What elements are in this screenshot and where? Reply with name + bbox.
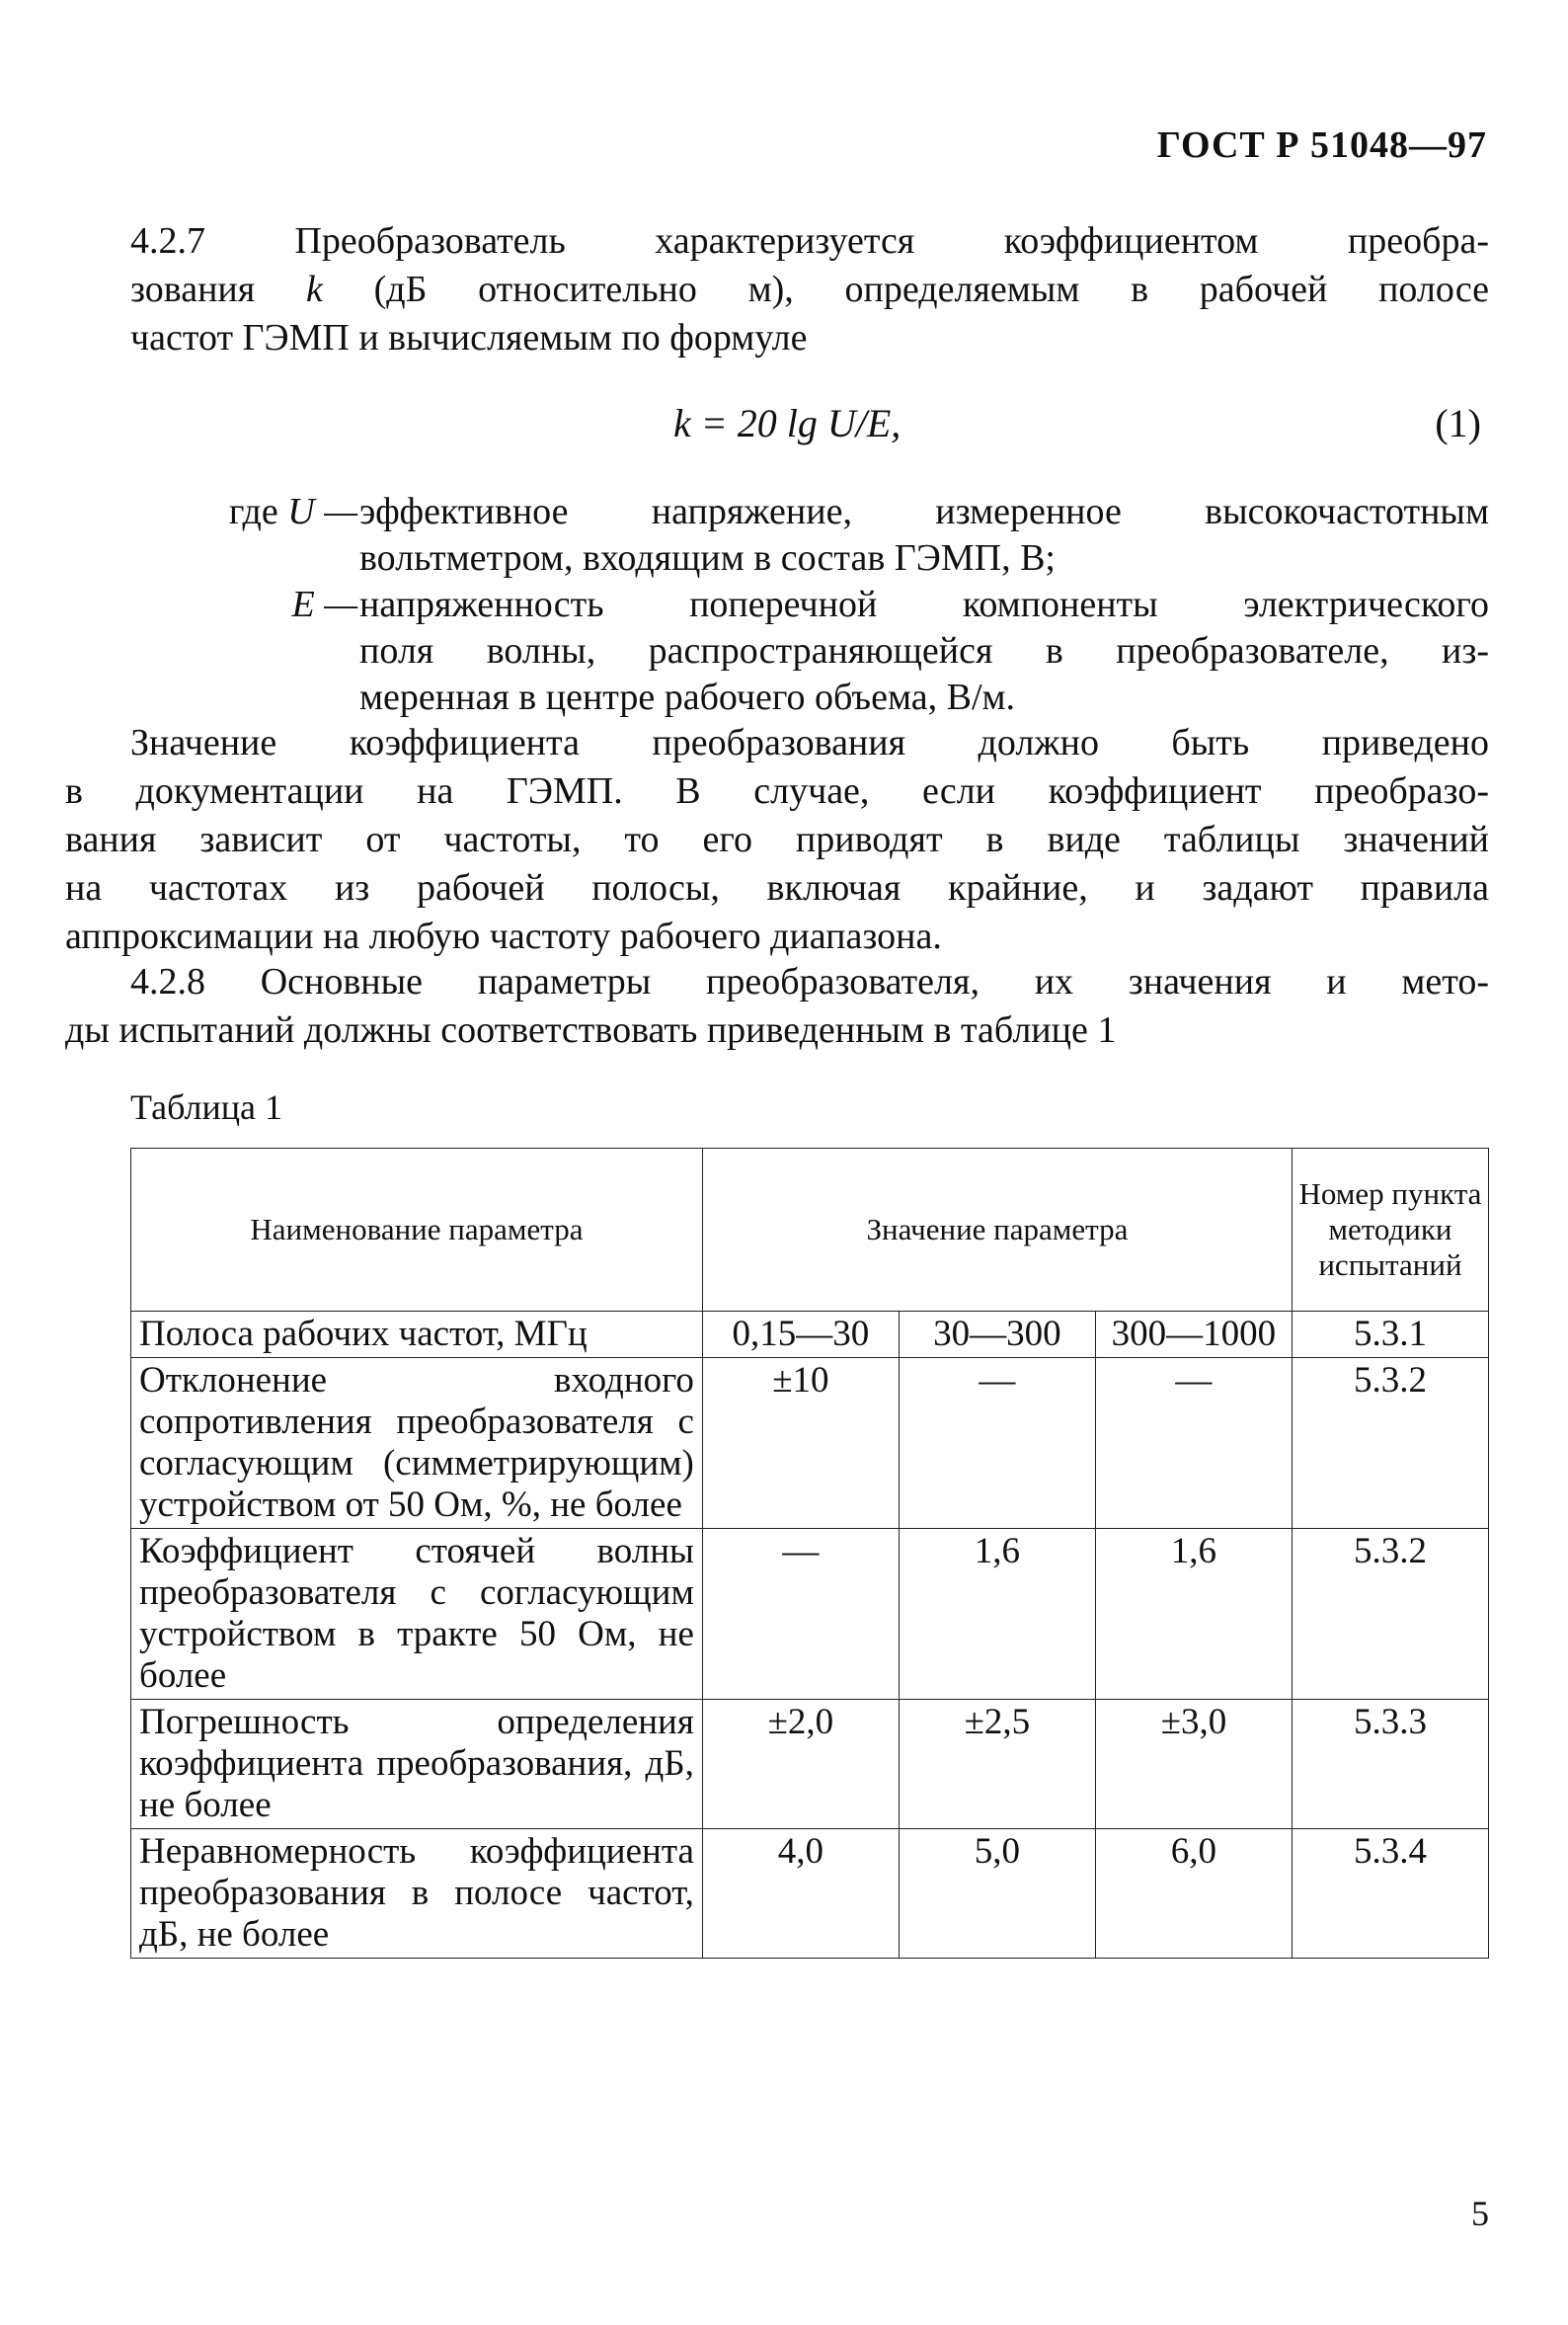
- table-caption: Таблица 1: [130, 1087, 282, 1127]
- paragraph-line: 4.2.7 Преобразователь характеризуется коэффициентом преобра-: [130, 220, 1489, 262]
- paragraph-line: частот ГЭМП и вычисляемым по формуле: [130, 317, 808, 359]
- document-header: ГОСТ Р 51048—97: [1156, 124, 1487, 166]
- header-parameter-name: Наименование параметра: [131, 1149, 703, 1312]
- variable-definitions: [130, 489, 1489, 721]
- formula-expression: k = 20 lg U/E,: [673, 401, 902, 445]
- formula-number: (1): [1435, 401, 1481, 445]
- paragraph-coefficient-value: Значение коэффициента преобразования должно быть приведено в документации на ГЭМП. В случае, если коэффициент преобразо- вания зависит от частоты, то его приводят в виде таблицы значений на частотах из рабочей полосы, включая крайние, и задают правила аппроксимации на любую частоту рабочего диапазона.: [65, 722, 1489, 957]
- parameters-table: [130, 1148, 1489, 1959]
- table-row: Погрешность определения коэффициента преобразования, дБ, не более ±2,0 ±2,5 ±3,0 5.3.3: [131, 1700, 1489, 1829]
- table-row: Коэффициент стоячей волны преобразователя с согласующим устройством в тракте 50 Ом, не более — 1,6 1,6 5.3.2: [131, 1529, 1489, 1700]
- header-test-method: Номер пункта методики испытаний: [1292, 1149, 1488, 1312]
- header-parameter-value: Значение параметра: [702, 1149, 1292, 1312]
- table-header-row: [131, 1149, 1489, 1312]
- page-number: 5: [1471, 2194, 1489, 2233]
- paragraph-4-2-8: 4.2.8 Основные параметры преобразователя, их значения и мето- ды испытаний должны соответствовать приведенным в таблице 1: [65, 961, 1489, 1051]
- table-row: Неравномерность коэффициента преобразования в полосе частот, дБ, не более 4,0 5,0 6,0 5.3.4: [131, 1829, 1489, 1959]
- definition-U: где U — эффективное напряжение, измеренное высокочастотным вольтметром, входящим в состав ГЭМП, В;: [228, 491, 1489, 579]
- definition-E: E — напряженность поперечной компоненты электрического поля волны, распространяющейся в преобразователе, из- меренная в центре рабочего объема, В/м.: [291, 584, 1489, 718]
- paragraph-line: зования k (дБ относительно м), определяемым в рабочей полосе: [130, 269, 1490, 310]
- table-row: Полоса рабочих частот, МГц 0,15—30 30—300 300—1000 5.3.1: [131, 1312, 1489, 1358]
- table-row: Отклонение входного сопротивления преобразователя с согласующим (симметрирующим) устройством от 50 Ом, %, не более ±10 — — 5.3.2: [131, 1358, 1489, 1529]
- paragraph-4-2-7: [130, 217, 1489, 362]
